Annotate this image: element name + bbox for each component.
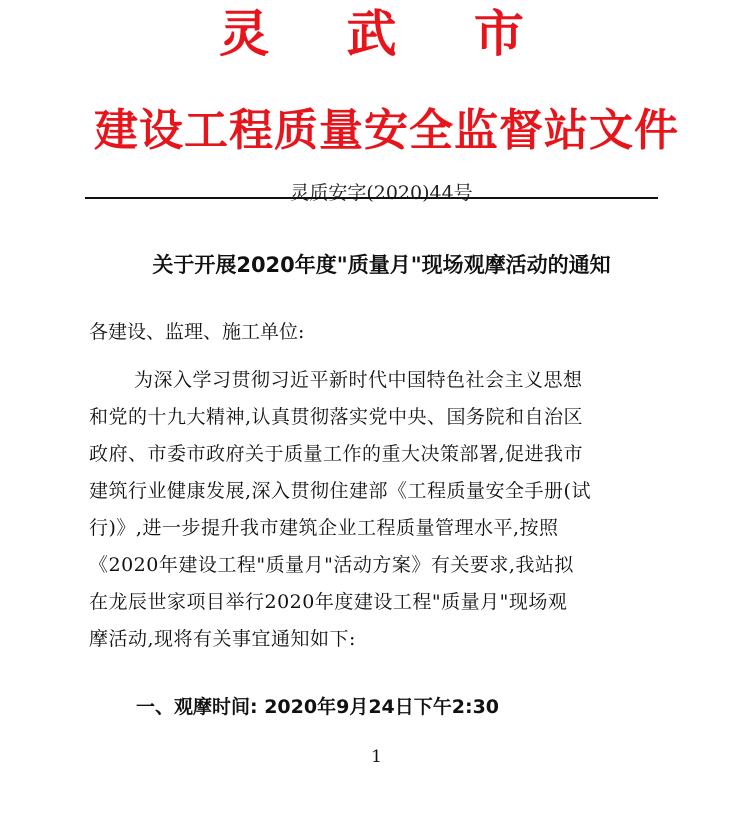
header-city: 灵 武 市 xyxy=(219,5,554,63)
body-line: 和党的十九大精神,认真贯彻落实党中央、国务院和自治区 xyxy=(89,406,584,428)
body-line: 为深入学习贯彻习近平新时代中国特色社会主义思想 xyxy=(134,369,583,391)
body-line: 摩活动,现将有关事宜通知如下: xyxy=(89,628,356,650)
section-heading-time: 一、观摩时间: 2020年9月24日下午2:30 xyxy=(136,696,500,718)
header-agency-title: 建设工程质量安全监督站文件 xyxy=(94,105,679,156)
body-line: 行)》,进一步提升我市建筑企业工程质量管理水平,按照 xyxy=(89,517,559,539)
header-divider xyxy=(85,197,658,199)
salutation: 各建设、监理、施工单位: xyxy=(89,321,305,343)
body-line: 在龙辰世家项目举行2020年度建设工程"质量月"现场观 xyxy=(89,591,568,613)
body-line: 《2020年建设工程"质量月"活动方案》有关要求,我站拟 xyxy=(89,554,574,576)
body-line: 政府、市委市政府关于质量工作的重大决策部署,促进我市 xyxy=(89,443,584,465)
notice-title: 关于开展2020年度"质量月"现场观摩活动的通知 xyxy=(152,253,611,277)
document-number: 灵质安字(2020)44号 xyxy=(290,182,473,204)
page-number: 1 xyxy=(371,747,382,767)
body-line: 建筑行业健康发展,深入贯彻住建部《工程质量安全手册(试 xyxy=(89,480,591,502)
